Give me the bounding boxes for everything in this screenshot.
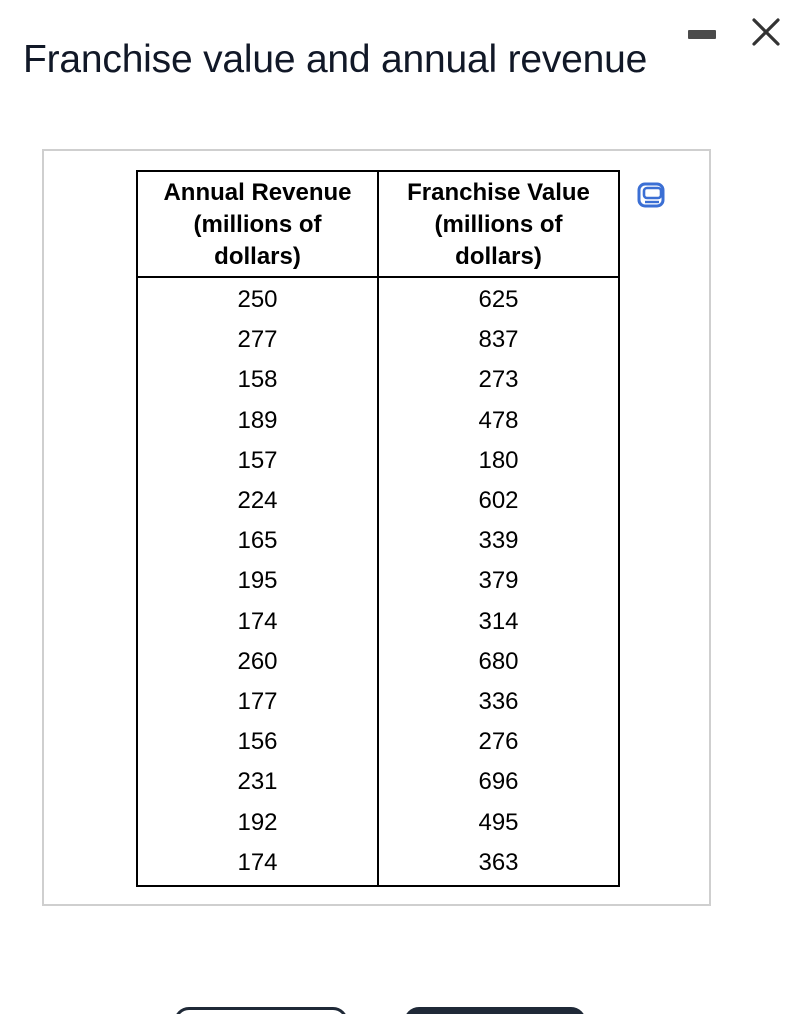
table-row	[137, 602, 619, 642]
table-row	[137, 762, 619, 802]
franchise-value-cell: 314	[378, 602, 619, 642]
franchise-value-cell: 180	[378, 441, 619, 481]
table-row	[137, 521, 619, 561]
franchise-value-cell: 495	[378, 802, 619, 842]
table-row	[137, 722, 619, 762]
annual-revenue-cell: 195	[137, 561, 378, 601]
franchise-value-cell: 273	[378, 360, 619, 400]
franchise-value-cell: 276	[378, 722, 619, 762]
franchise-value-cell: 379	[378, 561, 619, 601]
franchise-value-cell: 625	[378, 277, 619, 320]
table-row	[137, 320, 619, 360]
data-table	[136, 170, 620, 887]
franchise-value-cell: 837	[378, 320, 619, 360]
annual-revenue-cell: 250	[137, 277, 378, 320]
annual-revenue-cell: 174	[137, 602, 378, 642]
secondary-button[interactable]	[174, 1007, 348, 1014]
franchise-value-cell: 602	[378, 481, 619, 521]
table-row	[137, 481, 619, 521]
primary-button[interactable]	[404, 1007, 586, 1014]
franchise-value-cell: 339	[378, 521, 619, 561]
annual-revenue-cell: 174	[137, 843, 378, 886]
annual-revenue-cell: 231	[137, 762, 378, 802]
table-row	[137, 561, 619, 601]
table-row	[137, 441, 619, 481]
franchise-value-cell: 363	[378, 843, 619, 886]
franchise-value-cell: 696	[378, 762, 619, 802]
annual-revenue-cell: 165	[137, 521, 378, 561]
copy-icon[interactable]	[637, 181, 667, 211]
close-icon[interactable]	[748, 14, 784, 50]
annual-revenue-cell: 277	[137, 320, 378, 360]
page-title: Franchise value and annual revenue	[23, 38, 648, 81]
table-row	[137, 401, 619, 441]
column-header-annual-revenue: Annual Revenue (millions of dollars)	[137, 171, 378, 277]
franchise-value-cell: 478	[378, 401, 619, 441]
minimize-icon[interactable]	[688, 30, 716, 39]
table-row	[137, 360, 619, 400]
annual-revenue-cell: 157	[137, 441, 378, 481]
column-header-franchise-value: Franchise Value (millions of dollars)	[378, 171, 619, 277]
table-row	[137, 802, 619, 842]
table-row	[137, 682, 619, 722]
annual-revenue-cell: 177	[137, 682, 378, 722]
franchise-value-cell: 336	[378, 682, 619, 722]
franchise-value-cell: 680	[378, 642, 619, 682]
annual-revenue-cell: 224	[137, 481, 378, 521]
table-header-row	[137, 171, 619, 277]
table-row	[137, 642, 619, 682]
annual-revenue-cell: 158	[137, 360, 378, 400]
annual-revenue-cell: 189	[137, 401, 378, 441]
annual-revenue-cell: 192	[137, 802, 378, 842]
table-row	[137, 277, 619, 320]
annual-revenue-cell: 260	[137, 642, 378, 682]
table-row	[137, 843, 619, 886]
annual-revenue-cell: 156	[137, 722, 378, 762]
